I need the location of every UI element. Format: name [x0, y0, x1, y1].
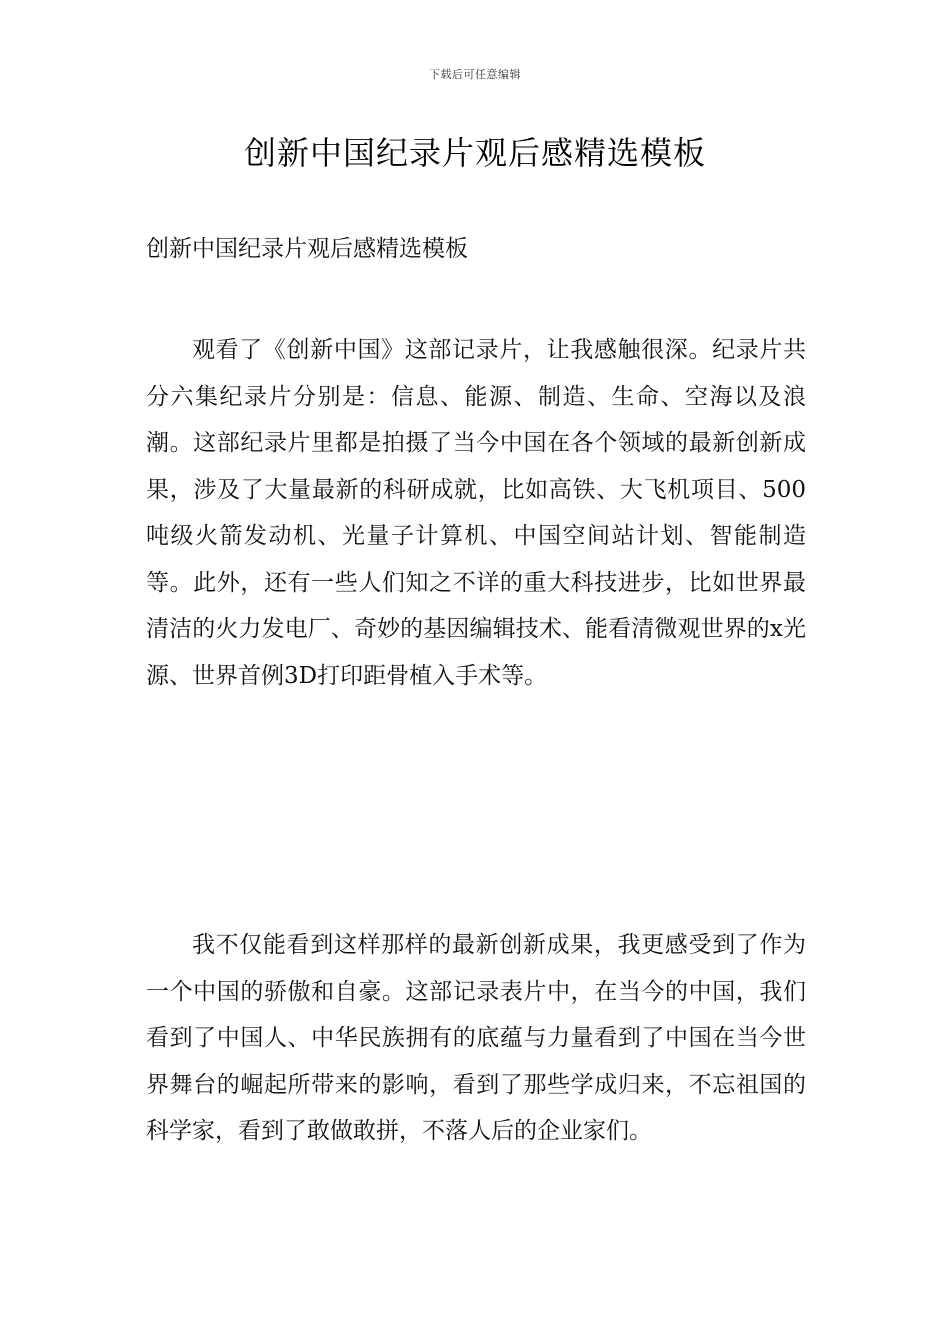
document-subheading: 创新中国纪录片观后感精选模板 — [146, 236, 468, 262]
header-note: 下载后可任意编辑 — [429, 68, 521, 81]
document-title: 创新中国纪录片观后感精选模板 — [243, 134, 706, 172]
body-paragraph-1: 观看了《创新中国》这部记录片，让我感触很深。纪录片共分六集纪录片分别是：信息、能源、制造、生命、空海以及浪潮。这部纪录片里都是拍摄了当今中国在各个领域的最新创新成果，涉及了大量最新的科研成就，比如高铁、大飞机项目、500吨级火箭发动机、光量子计算机、中国空间站计划、智能制造等。此外，还有一些人们知之不详的重大科技进步，比如世界最清洁的火力发电厂、奇妙的基因编辑技术、能看清微观世界的x光源、世界首例3D打印距骨植入手术等。 — [146, 337, 806, 689]
body-paragraph-2: 我不仅能看到这样那样的最新创新成果，我更感受到了作为一个中国的骄傲和自豪。这部记录表片中，在当今的中国，我们看到了中国人、中华民族拥有的底蕴与力量看到了中国在当今世界舞台的崛起所带来的影响，看到了那些学成归来，不忘祖国的科学家，看到了敢做敢拼，不落人后的企业家们。 — [146, 932, 806, 1144]
